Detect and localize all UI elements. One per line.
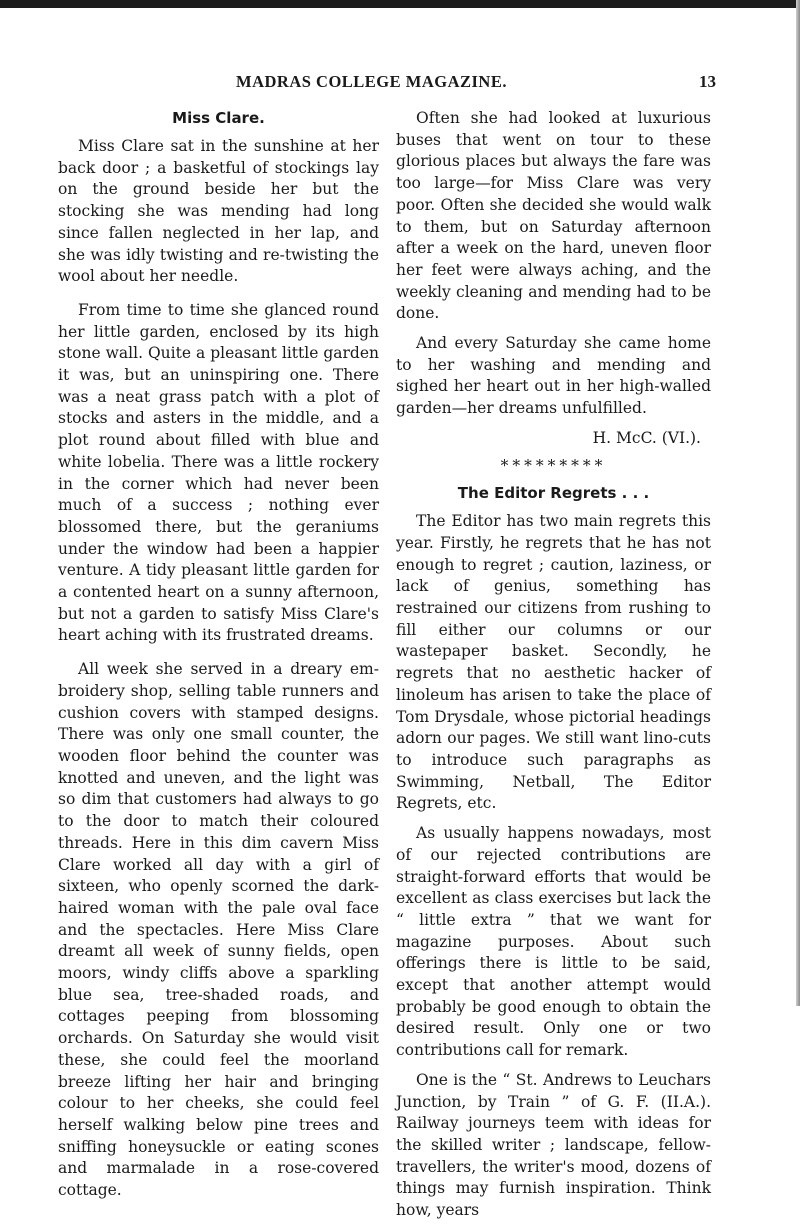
section-separator: ********* xyxy=(500,456,607,475)
left-column xyxy=(58,108,379,1210)
author-signature: H. McC. (VI.). xyxy=(592,428,701,447)
scan-right-edge xyxy=(796,0,800,1006)
article-paragraph: From time to time she glanced round her little garden, enclosed by its high stone wall. Quite a pleasant little garden it was, but an uninspiring one. There was a neat grass patch with a plot of stocks and asters in the middle, and a plot round about filled with blue and white lobelia. There was a little rockery in the corner which had never been much of a success ; nothing ever blossomed there, but the geraniums under the window had been a happier venture. A tidy pleasant little garden for a contented heart on a sunny afternoon, but not a garden to satisfy Miss Clare's heart aching with its frustrated dreams. xyxy=(58,300,379,645)
article-paragraph: All week she served in a dreary em-broidery shop, selling table runners and cushion covers with stamped designs. There was only one small counter, the wooden floor behind the counter was knotted and uneven, and the light was so dim that customers had always to go to the door to match their coloured threads. Here in this dim cavern Miss Clare worked all day with a girl of sixteen, who openly scorned the dark-haired woman with the pale oval face and the spectacles. Here Miss Clare dreamt all week of sunny fields, open moors, windy cliffs above a sparkling blue sea, tree-shaded roads, and cottages peeping from blossoming orchards. On Saturday she would visit these, she could feel the moorland breeze lifting her hair and bringing colour to her cheeks, she could feel herself walking below pine trees and sniffing honeysuckle or eating scones and marmalade in a rose-covered cottage. xyxy=(58,660,379,1200)
scan-top-border xyxy=(0,0,800,8)
article-heading-editor-regrets: The Editor Regrets . . . xyxy=(457,484,650,503)
article-paragraph: Miss Clare sat in the sunshine at her back door ; a basketful of stockings lay on the ground beside her but the stocking she was mending had long since fallen neglected in her lap, and she was idly twisting and re-twisting the wool about her needle. xyxy=(58,137,379,286)
article-heading-miss-clare: Miss Clare. xyxy=(172,109,265,127)
magazine-title: MADRAS COLLEGE MAGAZINE. xyxy=(236,72,507,91)
article-paragraph: And every Saturday she came home to her washing and mending and sighed her heart out in her high-walled garden—her dreams unfulfilled. xyxy=(396,334,711,418)
article-paragraph: The Editor has two main regrets this year. Firstly, he regrets that he has not enough to regret ; caution, laziness, or lack of genius, something has restrained our citizens from rushing to fill either our columns or our wastepaper basket. Secondly, he regrets that no aesthetic hacker of linoleum has arisen to take the place of Tom Drysdale, whose pictorial headings adorn our pages. We still want lino-cuts to introduce such paragraphs as Swimming, Netball, The Editor Regrets, etc. xyxy=(396,512,711,813)
right-column xyxy=(396,108,711,1230)
page-number: 13 xyxy=(699,72,716,91)
article-paragraph: One is the “ St. Andrews to Leuchars Junction, by Train ” of G. F. (II.A.). Railway journeys teem with ideas for the skilled writer ; landscape, fellow-travellers, the writer's mood, dozens of things may furnish inspiration. Think how, years xyxy=(396,1070,711,1220)
article-paragraph: As usually happens nowadays, most of our rejected contributions are straight-forward efforts that would be excellent as class exercises but lack the “ little extra ” that we want for magazine purposes. About such offerings there is little to be said, except that another attempt would probably be good enough to obtain the desired result. Only one or two contributions call for remark. xyxy=(396,824,711,1060)
article-paragraph: Often she had looked at luxurious buses that went on tour to these glorious places but always the fare was too large—for Miss Clare was very poor. Often she decided she would walk to them, but on Saturday afternoon after a week on the hard, uneven floor her feet were always aching, and the weekly cleaning and mending had to be done. xyxy=(396,109,711,323)
page-header xyxy=(236,72,716,96)
